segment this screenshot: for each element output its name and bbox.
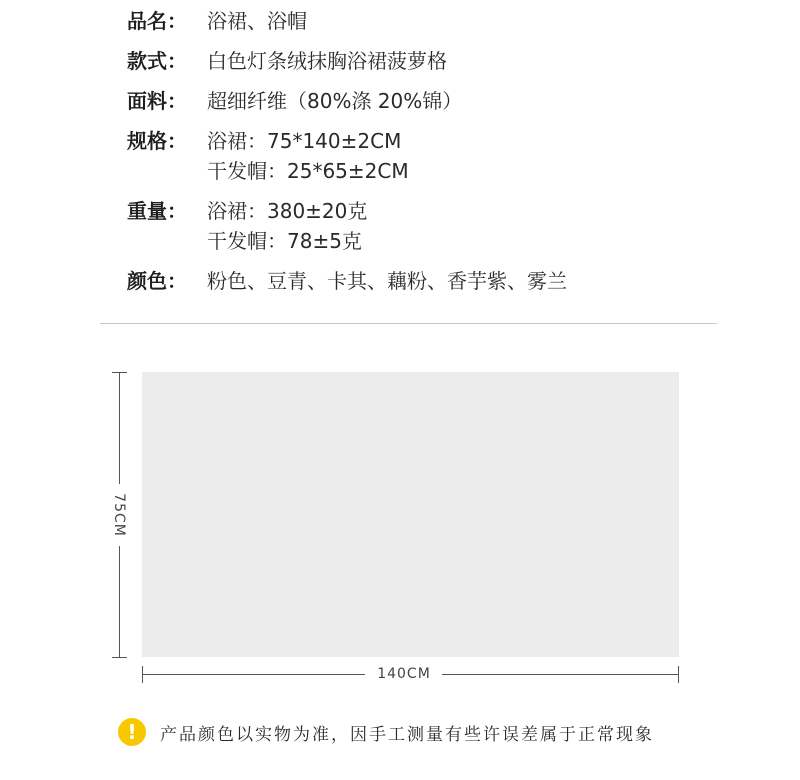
- spec-value: 超细纤维（80%涤 20%锦）: [207, 89, 463, 113]
- spec-row-fabric: [127, 86, 727, 126]
- section-divider: [100, 323, 717, 324]
- spec-value: 干发帽：78±5克: [207, 229, 362, 253]
- width-dimension-line-left: [142, 674, 365, 675]
- spec-values: [207, 196, 367, 256]
- spec-row-size: [127, 126, 727, 196]
- spec-label: 款式：: [127, 49, 187, 73]
- spec-values: [207, 46, 447, 76]
- spec-value: 干发帽：25*65±2CM: [207, 159, 409, 183]
- spec-value: 浴裙：380±20克: [207, 199, 368, 223]
- spec-label: 颜色：: [127, 269, 187, 293]
- spec-label: 品名：: [127, 9, 187, 33]
- spec-row-weight: [127, 196, 727, 266]
- height-dimension-label: 75CM: [111, 493, 127, 537]
- spec-value: 浴裙：75*140±2CM: [207, 129, 402, 153]
- width-dimension-line-right: [442, 674, 679, 675]
- height-dimension-bottom-tick: [112, 657, 127, 658]
- spec-value: 白色灯条绒抹胸浴裙菠萝格: [207, 49, 447, 73]
- measurement-notice: [118, 718, 654, 746]
- towel-size-diagram: [142, 372, 679, 657]
- spec-value: 浴裙、浴帽: [207, 9, 307, 33]
- spec-values: [207, 266, 567, 296]
- spec-row-color: [127, 266, 727, 300]
- width-dimension-label: 140CM: [377, 666, 431, 682]
- spec-value: 粉色、豆青、卡其、藕粉、香芋紫、雾兰: [207, 269, 567, 293]
- notice-text: 产品颜色以实物为准，因手工测量有些许误差属于正常现象: [160, 724, 654, 745]
- spec-values: [207, 86, 462, 116]
- spec-list: [127, 6, 727, 300]
- height-dimension-line-upper: [119, 372, 120, 484]
- spec-label: 规格：: [127, 129, 187, 153]
- spec-values: [207, 6, 307, 36]
- warning-icon: !: [118, 718, 146, 746]
- height-dimension-line-lower: [119, 546, 120, 657]
- spec-row-style: [127, 46, 727, 86]
- spec-label: 面料：: [127, 89, 187, 113]
- spec-label: 重量：: [127, 199, 187, 223]
- width-dimension-right-tick: [678, 666, 679, 683]
- spec-row-name: [127, 6, 727, 40]
- spec-values: [207, 126, 409, 186]
